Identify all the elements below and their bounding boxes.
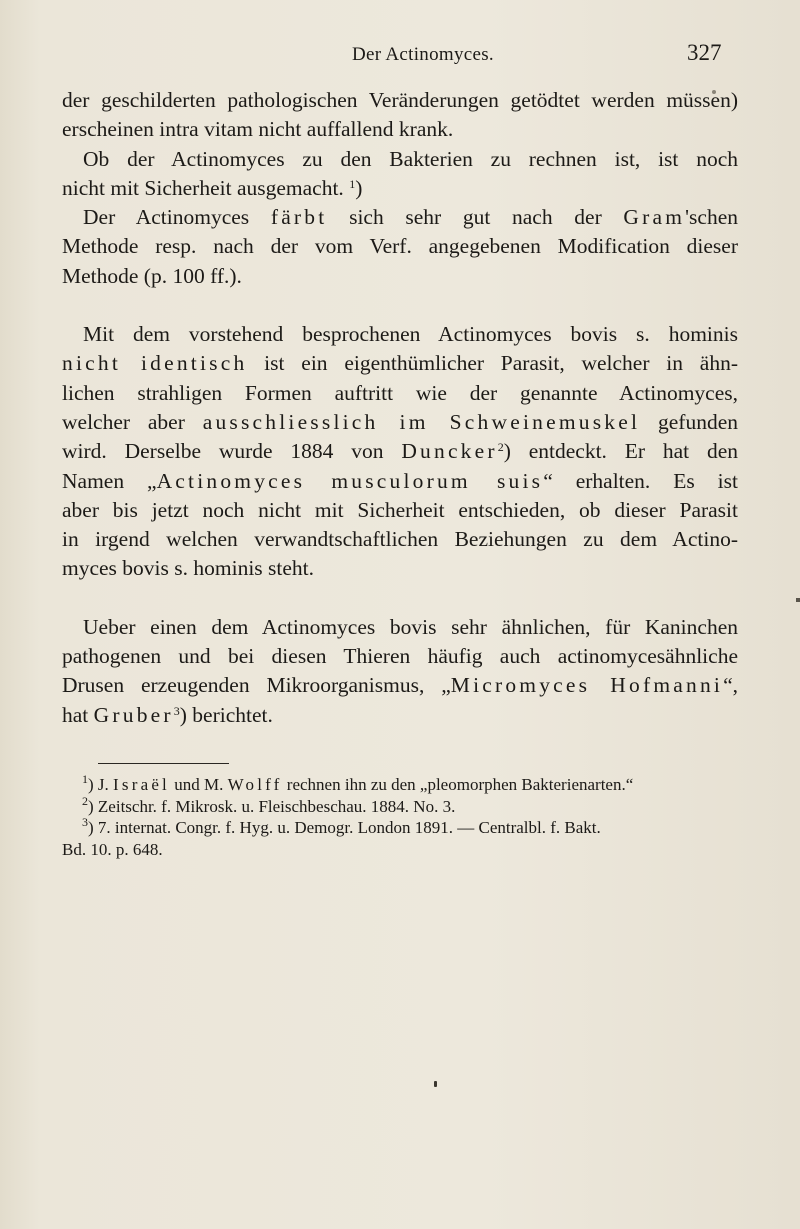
text-line bbox=[62, 437, 738, 466]
footnote-3-continued: Bd. 10. p. 648. bbox=[62, 839, 163, 859]
footnote-1 bbox=[62, 774, 738, 796]
paragraph-1 bbox=[62, 86, 738, 145]
text-line bbox=[62, 467, 738, 496]
paragraph-2 bbox=[62, 145, 738, 204]
spaced-emphasis: nicht identisch bbox=[62, 351, 248, 376]
footnotes bbox=[62, 774, 738, 860]
spaced-emphasis: Gram bbox=[623, 205, 686, 230]
text-line: aber bis jetzt noch nicht mit Sicherheit entschieden, ob dieser Parasit bbox=[62, 497, 738, 522]
text-segment: ) bbox=[355, 175, 363, 200]
spaced-emphasis: Duncker bbox=[401, 439, 498, 464]
text-segment: hat bbox=[62, 702, 94, 727]
text-segment: und M. bbox=[169, 775, 228, 794]
paragraph-5 bbox=[62, 613, 738, 730]
text-line: lichen strahligen Formen auftritt wie der genannte Actinomyces, bbox=[62, 380, 738, 405]
footnote-ref-2[interactable]: 2 bbox=[497, 440, 504, 455]
text-line: Methode (p. 100 ff.). bbox=[62, 263, 242, 288]
footnote-ref-3[interactable]: 3 bbox=[173, 703, 180, 718]
footnote-divider bbox=[98, 763, 229, 764]
text-segment: “, bbox=[723, 673, 738, 698]
page-number: 327 bbox=[687, 40, 722, 65]
text-line: pathogenen und bei diesen Thieren häufig auch actinomycesähnliche bbox=[62, 644, 738, 669]
main-text bbox=[62, 86, 738, 730]
footnote-ref-1[interactable]: 1 bbox=[349, 176, 356, 191]
text-segment: rechnen ihn zu den „pleomorphen Bakterienarten.“ bbox=[282, 775, 634, 794]
text-segment: sich sehr gut nach der bbox=[327, 205, 624, 230]
text-segment: 'schen bbox=[685, 205, 738, 230]
text-segment: ) Zeitschr. f. Mikrosk. u. Fleischbeschau. 1884. No. 3. bbox=[88, 796, 456, 816]
text-segment: Namen „ bbox=[62, 468, 157, 493]
running-title: Der Actinomyces. bbox=[352, 44, 494, 65]
text-line: Ueber einen dem Actinomyces bovis sehr ähnlichen, für Kaninchen bbox=[83, 614, 738, 639]
footnote-mark: 3 bbox=[82, 815, 88, 829]
text-segment: ) entdeckt. Er hat den bbox=[503, 439, 739, 464]
text-line bbox=[62, 349, 738, 378]
text-segment: wird. Derselbe wurde 1884 von bbox=[62, 439, 402, 464]
text-line: erscheinen intra vitam nicht auffallend krank. bbox=[62, 117, 454, 142]
spaced-emphasis: Gruber bbox=[93, 702, 174, 727]
text-line bbox=[62, 701, 738, 730]
text-line bbox=[62, 408, 738, 437]
paragraph-gap bbox=[62, 291, 738, 320]
text-line: Ob der Actinomyces zu den Bakterien zu rechnen ist, ist noch bbox=[83, 146, 738, 171]
text-line bbox=[62, 174, 738, 203]
page-header bbox=[0, 40, 800, 74]
text-line: in irgend welchen verwandtschaftlichen Beziehungen zu dem Actino- bbox=[62, 527, 738, 552]
footnote-2 bbox=[62, 793, 738, 818]
paragraph-gap bbox=[62, 584, 738, 613]
spaced-emphasis: Wolff bbox=[227, 775, 283, 794]
paragraph-4 bbox=[62, 320, 738, 584]
text-line bbox=[62, 203, 738, 232]
text-line: Mit dem vorstehend besprochenen Actinomyces bovis s. hominis bbox=[83, 322, 738, 347]
text-segment: ) 7. internat. Congr. f. Hyg. u. Demogr. London 1891. — Centralbl. f. Bakt. bbox=[88, 818, 601, 837]
text-line: Methode resp. nach der vom Verf. angegebenen Modification dieser bbox=[62, 234, 738, 259]
text-segment: welcher aber bbox=[62, 409, 203, 434]
spaced-emphasis: Micromyces Hofmanni bbox=[450, 673, 724, 698]
text-segment: Drusen erzeugenden Mikroorganismus, „ bbox=[62, 673, 451, 698]
spaced-emphasis: Israël bbox=[113, 775, 170, 794]
footnote-3 bbox=[62, 817, 738, 839]
text-segment: gefunden bbox=[640, 409, 738, 434]
text-segment: nicht mit Sicherheit ausgemacht. bbox=[62, 175, 344, 200]
text-line: der geschilderten pathologischen Veränderungen getödtet werden müssen) bbox=[62, 88, 738, 112]
spaced-emphasis: Actinomyces musculorum suis bbox=[156, 468, 544, 493]
spaced-emphasis: ausschliesslich im Schweinemuskel bbox=[202, 409, 641, 434]
print-speck bbox=[796, 598, 800, 602]
text-segment: “ erhalten. Es ist bbox=[543, 468, 738, 493]
print-speck bbox=[434, 1081, 437, 1087]
spaced-emphasis: färbt bbox=[270, 205, 328, 230]
text-segment: ist ein eigenthümlicher Parasit, welcher in ähn- bbox=[247, 351, 738, 376]
footnote-mark: 2 bbox=[82, 793, 88, 808]
text-line bbox=[62, 671, 738, 700]
text-segment: Der Actinomyces bbox=[83, 205, 271, 230]
text-segment: ) berichtet. bbox=[179, 702, 273, 727]
text-line: myces bovis s. hominis steht. bbox=[62, 556, 315, 581]
text-segment: ) J. bbox=[88, 775, 114, 794]
paragraph-3 bbox=[62, 203, 738, 291]
footnote-mark: 1 bbox=[82, 772, 88, 786]
